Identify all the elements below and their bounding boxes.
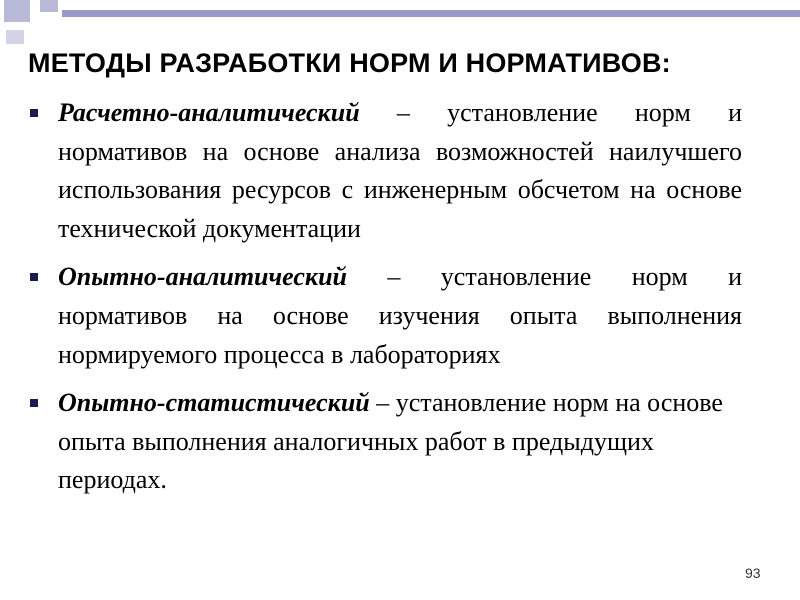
- method-item-calculation-analytical: [30, 94, 742, 248]
- decor-square-large: [4, 0, 30, 22]
- square-bullet-icon: [30, 399, 38, 407]
- square-bullet-icon: [30, 109, 38, 117]
- method-term: Расчетно-аналитический: [58, 98, 360, 127]
- method-description: – установление норм и нормативов на основе изучения опыта выполнения нормируемого процесса в лабораториях: [58, 262, 742, 369]
- decor-square-lower: [6, 30, 24, 44]
- slide-title: МЕТОДЫ РАЗРАБОТКИ НОРМ И НОРМАТИВОВ:: [28, 48, 671, 78]
- method-item-experimental-analytical: [30, 258, 742, 374]
- decor-square-small: [40, 0, 58, 12]
- method-term: Опытно-статистический: [58, 388, 370, 418]
- square-bullet-icon: [30, 273, 38, 281]
- method-description: – установление норм и нормативов на основе анализа возможностей наилучшего использования ресурсов с инженерным обсчетом на основе технической документации: [58, 98, 742, 243]
- method-description: – установление норм на основе опыта выполнения аналогичных работ в предыдущих периодах.: [58, 388, 723, 495]
- method-term: Опытно-аналитический: [58, 262, 347, 292]
- page-number: 93: [745, 565, 761, 581]
- methods-list: [30, 94, 742, 510]
- decor-top-bar: [62, 10, 800, 17]
- method-item-experimental-statistical: [30, 384, 742, 500]
